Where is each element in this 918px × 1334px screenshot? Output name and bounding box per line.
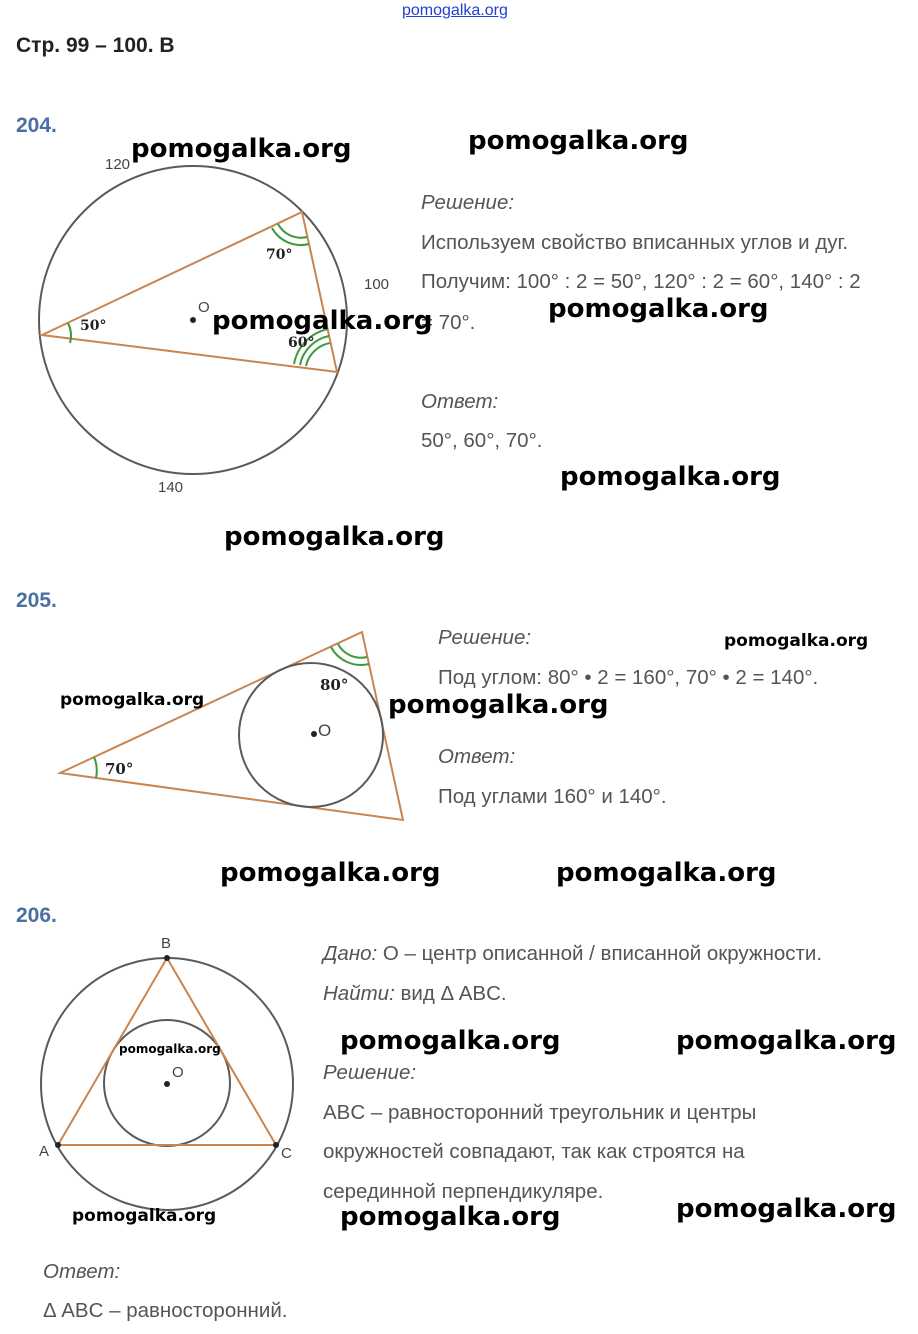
solution-line-206-1: ABC – равносторонний треугольник и центры [323, 1101, 757, 1124]
watermark: pomogalka.org [388, 690, 609, 720]
angle-label-50: 50° [80, 318, 107, 334]
watermark: pomogalka.org [468, 126, 689, 156]
watermark: pomogalka.org [119, 1042, 221, 1056]
solution-line-204-1: Используем свойство вписанных углов и дуг. [421, 231, 849, 254]
watermark: pomogalka.org [676, 1026, 897, 1056]
answer-204: 50°, 60°, 70°. [421, 429, 543, 452]
angle-label-70: 70° [266, 247, 293, 263]
center-label-205: O [318, 721, 332, 740]
answer-title-206: Ответ: [43, 1260, 121, 1283]
angle-label-80: 80° [320, 676, 349, 694]
find-206: Найти: вид Δ ABC. [323, 982, 507, 1005]
watermark: pomogalka.org [224, 522, 445, 552]
answer-title-205: Ответ: [438, 745, 516, 768]
watermark: pomogalka.org [556, 858, 777, 888]
watermark: pomogalka.org [676, 1194, 897, 1224]
watermark: pomogalka.org [131, 134, 352, 164]
angle-label-60: 60° [288, 335, 315, 351]
watermark: pomogalka.org [548, 294, 769, 324]
watermark: pomogalka.org [60, 690, 205, 710]
arc-label-120: 120 [105, 156, 131, 173]
angle-label-70: 70° [105, 760, 134, 778]
solution-line-205-1: Под углом: 80° • 2 = 160°, 70° • 2 = 140°. [438, 666, 819, 689]
watermark: pomogalka.org [724, 631, 869, 651]
vertex-label-b: B [161, 935, 172, 952]
solution-line-204-2: Получим: 100° : 2 = 50°, 120° : 2 = 60°, 140° : 2 [421, 270, 861, 293]
solution-title-206: Решение: [323, 1061, 417, 1084]
vertex-label-c: C [281, 1145, 292, 1162]
solution-title-205: Решение: [438, 626, 532, 649]
arc-label-140: 140 [158, 479, 184, 496]
problem-number-206: 206. [16, 904, 57, 927]
solution-line-206-2: окружностей совпадают, так как строятся на [323, 1140, 745, 1163]
center-point-206 [164, 1081, 170, 1087]
solution-line-206-3: серединной перпендикуляре. [323, 1180, 604, 1203]
top-site-link[interactable]: pomogalka.org [402, 2, 508, 19]
watermark: pomogalka.org [220, 858, 441, 888]
arc-label-100: 100 [364, 276, 390, 293]
given-206: Дано: O – центр описанной / вписанной окружности. [323, 942, 823, 965]
page-title: Стр. 99 – 100. В [16, 34, 175, 57]
answer-206: Δ ABC – равносторонний. [43, 1299, 288, 1322]
watermark: pomogalka.org [212, 306, 433, 336]
answer-title-204: Ответ: [421, 390, 499, 413]
watermark: pomogalka.org [340, 1202, 561, 1232]
solution-title-204: Решение: [421, 191, 515, 214]
answer-205: Под углами 160° и 140°. [438, 785, 667, 808]
watermark: pomogalka.org [72, 1206, 217, 1226]
center-label-204: O [198, 299, 210, 316]
vertex-label-a: A [39, 1143, 50, 1160]
watermark: pomogalka.org [560, 462, 781, 492]
problem-number-204: 204. [16, 114, 57, 137]
center-label-206: O [172, 1064, 184, 1081]
watermark: pomogalka.org [340, 1026, 561, 1056]
solution-line-204-3: = 70°. [421, 311, 476, 334]
problem-number-205: 205. [16, 589, 57, 612]
